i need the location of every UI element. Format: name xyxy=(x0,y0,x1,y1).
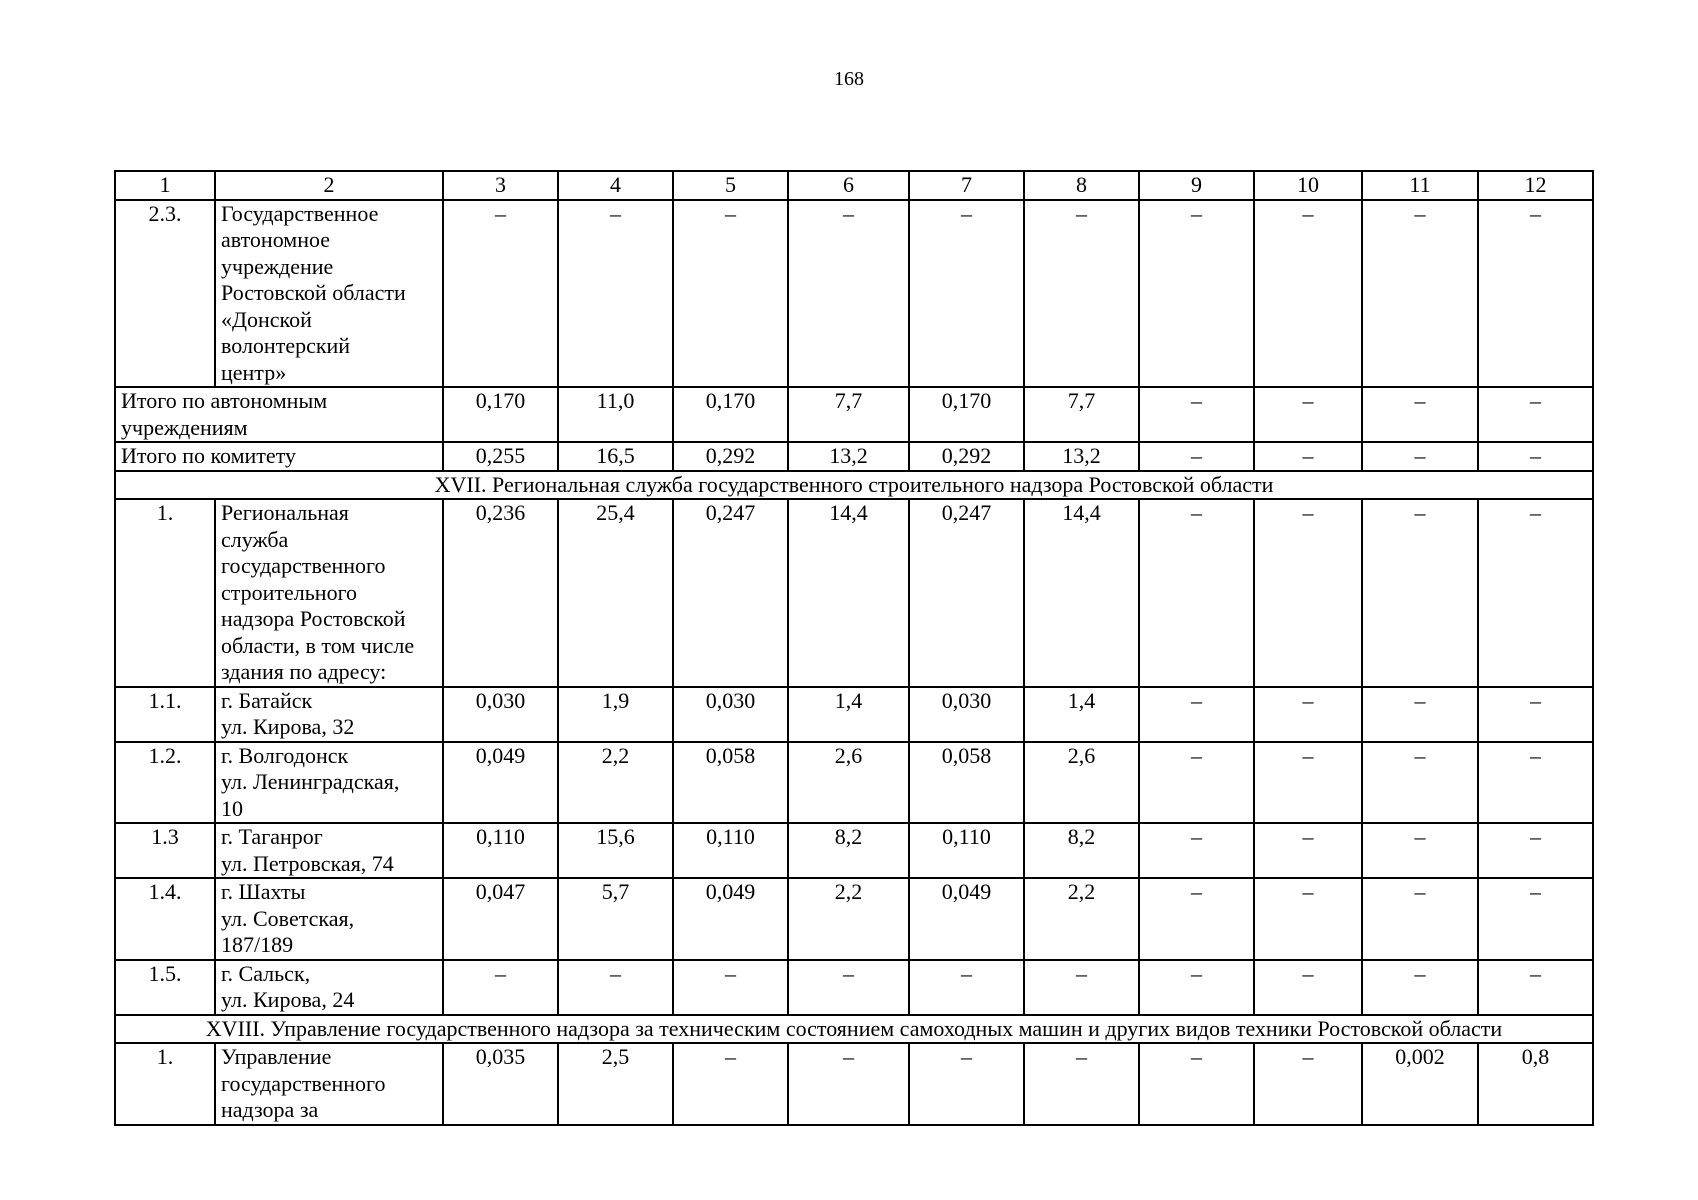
value-cell: – xyxy=(1362,387,1478,442)
value-cell: 0,170 xyxy=(443,387,558,442)
value-cell: – xyxy=(1139,499,1254,687)
text-line: строительного xyxy=(221,579,358,605)
section-header-row xyxy=(115,1015,1593,1044)
value-cell: 2,5 xyxy=(558,1043,673,1125)
value-cell: – xyxy=(1362,442,1478,471)
value-cell: 7,7 xyxy=(1024,387,1139,442)
total-autonomous-row xyxy=(115,387,1593,442)
value-cell: – xyxy=(673,1043,788,1125)
column-number-cell: 7 xyxy=(909,171,1024,200)
value-cell: – xyxy=(1139,387,1254,442)
value-cell: 0,170 xyxy=(673,387,788,442)
value-cell: – xyxy=(1362,960,1478,1015)
text-line: ул. Кирова, 32 xyxy=(221,714,355,739)
table-row xyxy=(115,823,1593,878)
value-cell: – xyxy=(1254,200,1362,388)
item-number-cell: 1. xyxy=(115,1043,215,1125)
item-number-cell: 2.3. xyxy=(115,200,215,388)
value-cell: 1,9 xyxy=(558,687,673,742)
total-label-cell: Итого по комитету xyxy=(115,442,443,471)
value-cell: 16,5 xyxy=(558,442,673,471)
value-cell: – xyxy=(788,200,909,388)
table-row xyxy=(115,499,1593,687)
item-name-cell xyxy=(215,878,443,960)
value-cell: – xyxy=(558,200,673,388)
column-number-cell: 11 xyxy=(1362,171,1478,200)
text-line: ул. Ленинградская, xyxy=(221,769,400,794)
item-number-cell: 1.5. xyxy=(115,960,215,1015)
table-row xyxy=(115,687,1593,742)
column-number-cell: 5 xyxy=(673,171,788,200)
text-line: надзора за xyxy=(221,1097,319,1122)
text-line: надзора Ростовской xyxy=(221,606,406,631)
value-cell: 2,2 xyxy=(558,742,673,824)
table-row xyxy=(115,200,1593,388)
value-cell: – xyxy=(1139,1043,1254,1125)
column-number-cell: 4 xyxy=(558,171,673,200)
value-cell: – xyxy=(1139,742,1254,824)
total-committee-row xyxy=(115,442,1593,471)
value-cell: 1,4 xyxy=(788,687,909,742)
text-line: волонтерский xyxy=(221,333,351,358)
value-cell: 5,7 xyxy=(558,878,673,960)
value-cell: 0,110 xyxy=(909,823,1024,878)
text-line: государственного xyxy=(221,553,386,578)
column-number-cell: 9 xyxy=(1139,171,1254,200)
value-cell: 0,030 xyxy=(443,687,558,742)
value-cell: – xyxy=(1254,1043,1362,1125)
text-line: служба xyxy=(221,526,289,552)
text-line: г. Волгодонск xyxy=(221,742,349,768)
value-cell: 11,0 xyxy=(558,387,673,442)
value-cell: – xyxy=(1139,878,1254,960)
value-cell: – xyxy=(1478,742,1593,824)
value-cell: 0,049 xyxy=(443,742,558,824)
value-cell: 0,058 xyxy=(909,742,1024,824)
value-cell: 0,002 xyxy=(1362,1043,1478,1125)
item-name-cell xyxy=(215,200,443,388)
column-number-cell: 6 xyxy=(788,171,909,200)
value-cell: – xyxy=(1478,442,1593,471)
value-cell: – xyxy=(1362,742,1478,824)
value-cell: 7,7 xyxy=(788,387,909,442)
value-cell: 0,247 xyxy=(673,499,788,687)
value-cell: 0,247 xyxy=(909,499,1024,687)
value-cell: 25,4 xyxy=(558,499,673,687)
value-cell: – xyxy=(443,960,558,1015)
value-cell: – xyxy=(1478,200,1593,388)
value-cell: – xyxy=(1254,960,1362,1015)
text-line: учреждение xyxy=(221,253,334,279)
value-cell: 14,4 xyxy=(1024,499,1139,687)
table-row xyxy=(115,1043,1593,1125)
value-cell: – xyxy=(673,960,788,1015)
value-cell: – xyxy=(909,960,1024,1015)
value-cell: 0,049 xyxy=(673,878,788,960)
value-cell: – xyxy=(1362,878,1478,960)
page-number: 168 xyxy=(834,68,864,90)
section-title: XVII. Региональная служба государственного строительного надзора Ростовской области xyxy=(115,471,1593,500)
item-number-cell: 1.3 xyxy=(115,823,215,878)
value-cell: 0,292 xyxy=(909,442,1024,471)
item-number-cell: 1.2. xyxy=(115,742,215,824)
total-label-cell xyxy=(115,387,443,442)
table-row xyxy=(115,878,1593,960)
value-cell: 0,110 xyxy=(443,823,558,878)
text-line: здания по адресу: xyxy=(221,659,387,684)
item-name-cell xyxy=(215,823,443,878)
value-cell: – xyxy=(1139,200,1254,388)
item-name-cell xyxy=(215,960,443,1015)
text-line: ул. Советская, xyxy=(221,905,355,931)
value-cell: – xyxy=(1254,499,1362,687)
text-line: Региональная xyxy=(221,500,349,525)
column-number-cell: 3 xyxy=(443,171,558,200)
item-name-cell xyxy=(215,687,443,742)
value-cell: – xyxy=(1139,687,1254,742)
value-cell: – xyxy=(1139,442,1254,471)
column-number-cell: 8 xyxy=(1024,171,1139,200)
section-title: XVIII. Управление государственного надзора за техническим состоянием самоходных машин и других видов техники Ростовской области xyxy=(115,1015,1593,1044)
value-cell: – xyxy=(558,960,673,1015)
value-cell: – xyxy=(1478,823,1593,878)
text-line: Государственное xyxy=(221,200,379,226)
value-cell: – xyxy=(443,200,558,388)
text-line: Ростовской области xyxy=(221,280,406,305)
value-cell: – xyxy=(1024,960,1139,1015)
text-line: ул. Кирова, 24 xyxy=(221,987,355,1012)
table-row xyxy=(115,742,1593,824)
value-cell: 0,047 xyxy=(443,878,558,960)
text-line: автономное xyxy=(221,227,331,252)
value-cell: – xyxy=(1362,687,1478,742)
value-cell: – xyxy=(1254,742,1362,824)
value-cell: – xyxy=(1139,960,1254,1015)
column-number-cell: 2 xyxy=(215,171,443,200)
item-name-cell xyxy=(215,1043,443,1125)
value-cell: 13,2 xyxy=(788,442,909,471)
text-line: Итого по автономным xyxy=(121,388,328,413)
value-cell: – xyxy=(1478,960,1593,1015)
data-table xyxy=(114,170,1594,1126)
value-cell: – xyxy=(1254,687,1362,742)
value-cell: 0,255 xyxy=(443,442,558,471)
value-cell: – xyxy=(788,960,909,1015)
text-line: Управление xyxy=(221,1044,332,1069)
value-cell: – xyxy=(1362,499,1478,687)
text-line: г. Батайск xyxy=(221,687,313,713)
value-cell: 2,6 xyxy=(788,742,909,824)
text-line: г. Сальск, xyxy=(221,960,311,986)
item-number-cell: 1. xyxy=(115,499,215,687)
value-cell: 8,2 xyxy=(788,823,909,878)
value-cell: 0,030 xyxy=(673,687,788,742)
value-cell: – xyxy=(673,200,788,388)
value-cell: – xyxy=(1478,878,1593,960)
column-number-cell: 1 xyxy=(115,171,215,200)
value-cell: – xyxy=(1024,1043,1139,1125)
value-cell: 0,049 xyxy=(909,878,1024,960)
value-cell: – xyxy=(788,1043,909,1125)
value-cell: 2,2 xyxy=(1024,878,1139,960)
value-cell: 0,170 xyxy=(909,387,1024,442)
column-number-cell: 12 xyxy=(1478,171,1593,200)
value-cell: – xyxy=(1478,499,1593,687)
value-cell: – xyxy=(1254,878,1362,960)
value-cell: 0,110 xyxy=(673,823,788,878)
text-line: центр» xyxy=(221,359,287,385)
item-number-cell: 1.1. xyxy=(115,687,215,742)
text-line: ул. Петровская, 74 xyxy=(221,850,394,876)
value-cell: – xyxy=(1139,823,1254,878)
value-cell: 0,8 xyxy=(1478,1043,1593,1125)
text-line: г. Шахты xyxy=(221,879,306,904)
value-cell: – xyxy=(1478,687,1593,742)
item-number-cell: 1.4. xyxy=(115,878,215,960)
item-name-cell xyxy=(215,499,443,687)
value-cell: – xyxy=(909,1043,1024,1125)
value-cell: 2,2 xyxy=(788,878,909,960)
value-cell: 2,6 xyxy=(1024,742,1139,824)
text-line: 187/189 xyxy=(221,932,294,957)
table-row xyxy=(115,960,1593,1015)
text-line: учреждениям xyxy=(121,414,248,440)
value-cell: 0,292 xyxy=(673,442,788,471)
value-cell: – xyxy=(1024,200,1139,388)
value-cell: 13,2 xyxy=(1024,442,1139,471)
item-name-cell xyxy=(215,742,443,824)
value-cell: – xyxy=(1362,200,1478,388)
value-cell: 0,030 xyxy=(909,687,1024,742)
text-line: области, в том числе xyxy=(221,632,415,658)
value-cell: – xyxy=(1362,823,1478,878)
value-cell: 15,6 xyxy=(558,823,673,878)
value-cell: 8,2 xyxy=(1024,823,1139,878)
column-number-row xyxy=(115,171,1593,200)
text-line: «Донской xyxy=(221,306,312,332)
value-cell: – xyxy=(909,200,1024,388)
text-line: государственного xyxy=(221,1070,386,1096)
value-cell: 0,058 xyxy=(673,742,788,824)
column-number-cell: 10 xyxy=(1254,171,1362,200)
section-header-row xyxy=(115,471,1593,500)
value-cell: 0,236 xyxy=(443,499,558,687)
value-cell: 1,4 xyxy=(1024,687,1139,742)
value-cell: – xyxy=(1254,387,1362,442)
value-cell: 0,035 xyxy=(443,1043,558,1125)
value-cell: – xyxy=(1254,823,1362,878)
text-line: 10 xyxy=(221,795,243,821)
value-cell: – xyxy=(1254,442,1362,471)
value-cell: 14,4 xyxy=(788,499,909,687)
text-line: г. Таганрог xyxy=(221,824,323,849)
value-cell: – xyxy=(1478,387,1593,442)
